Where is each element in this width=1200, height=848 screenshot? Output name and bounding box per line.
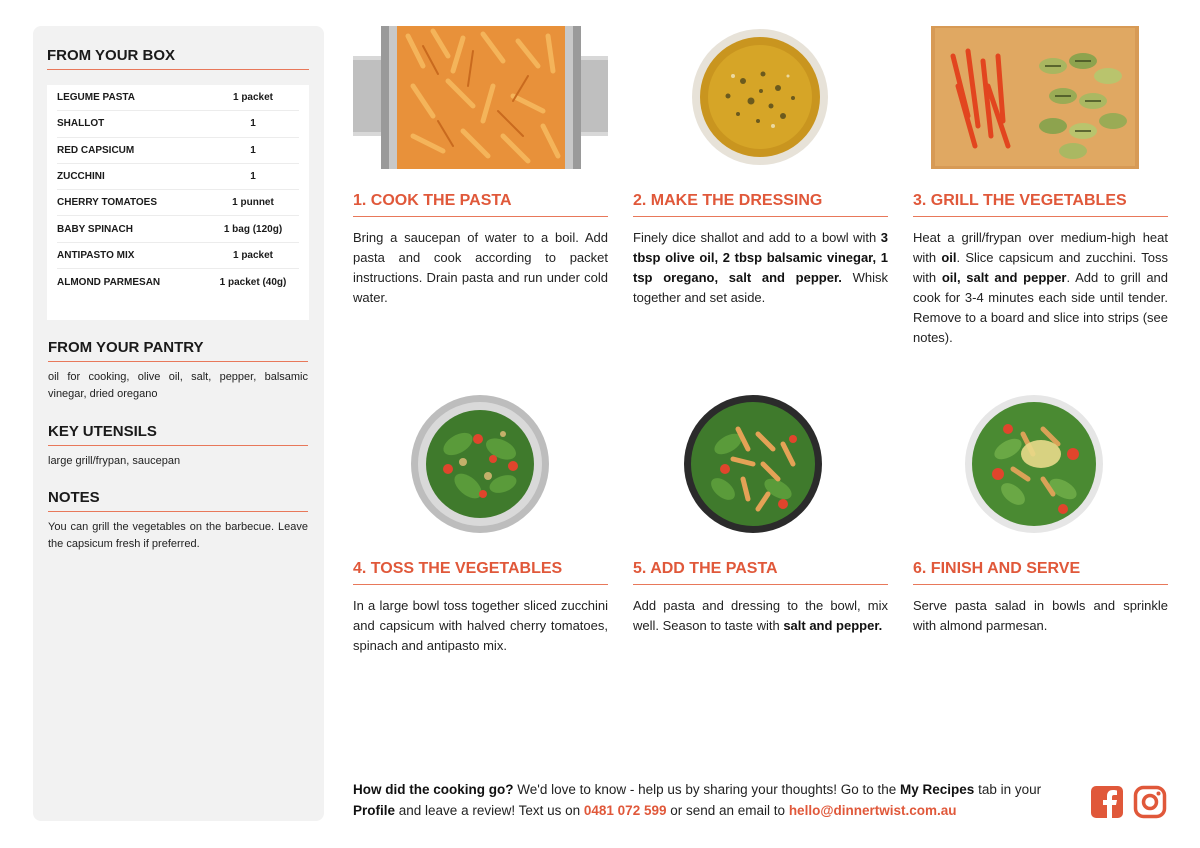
ingredients-table: [47, 85, 309, 320]
text-run: oil: [941, 250, 957, 265]
step-text: [633, 228, 888, 308]
ingredient-name: LEGUME PASTA: [57, 92, 135, 104]
from-your-box-heading: FROM YOUR BOX: [47, 47, 309, 70]
ingredient-row: [57, 111, 299, 137]
text-run: tab in your: [974, 782, 1042, 797]
ingredient-row: [57, 269, 299, 295]
ingredient-quantity: 1 packet: [232, 92, 274, 104]
text-run: or send an email to: [666, 803, 789, 818]
text-run: How did the cooking go?: [353, 782, 514, 797]
text-run: Finely dice shallot and add to a bowl with: [633, 230, 881, 245]
utensils-text: large grill/frypan, saucepan: [48, 455, 181, 467]
instagram-icon[interactable]: [1133, 785, 1167, 819]
step-title: 3. GRILL THE VEGETABLES: [913, 192, 1168, 217]
pantry-text: oil for cooking, olive oil, salt, pepper, balsamic vinegar, dried oregano: [48, 371, 308, 400]
step-title: 6. FINISH AND SERVE: [913, 560, 1168, 585]
text-run: salt and pepper.: [783, 618, 883, 633]
step-text: [633, 596, 888, 636]
step-text: [353, 228, 608, 308]
ingredient-name: ANTIPASTO MIX: [57, 249, 135, 261]
text-run: Bring a saucepan of water to a boil. Add pasta and cook according to packet instructions. Drain pasta and run under cold water.: [353, 230, 608, 305]
ingredient-quantity: 1: [250, 144, 256, 156]
tossed-vegetables-bowl-image: [353, 394, 608, 537]
text-run: Heat a grill/frypan over medium-high heat with: [913, 230, 1168, 265]
facebook-icon[interactable]: [1090, 785, 1124, 819]
text-run: Profile: [353, 803, 396, 818]
key-utensils-heading: KEY UTENSILS: [48, 423, 308, 446]
text-run: oil, salt and pepper: [941, 270, 1067, 285]
ingredient-row: [57, 138, 299, 164]
text-run: Whisk together and set aside.: [633, 270, 889, 305]
step-text: [913, 596, 1168, 636]
text-run: . Slice capsicum and zucchini. Toss with: [913, 250, 1168, 285]
finished-dish-bowl-image: [913, 394, 1168, 537]
grilled-vegetables-board-image: [913, 26, 1168, 169]
step-5: [633, 394, 888, 636]
text-run: My Recipes: [900, 782, 975, 797]
from-your-pantry-heading: FROM YOUR PANTRY: [48, 339, 308, 362]
ingredient-quantity: 1 packet (40g): [219, 276, 287, 288]
text-run: 3 tbsp olive oil, 2 tbsp balsamic vinegar, 1 tsp oregano, salt and pepper.: [633, 230, 888, 285]
step-text: [353, 596, 608, 656]
ingredient-row: [57, 164, 299, 190]
text-run: We'd love to know - help us by sharing your thoughts! Go to the: [513, 782, 901, 797]
step-3: [913, 26, 1168, 348]
ingredient-quantity: 1 punnet: [232, 197, 274, 209]
ingredient-name: RED CAPSICUM: [57, 144, 135, 156]
step-2: [633, 26, 888, 308]
text-run: Serve pasta salad in bowls and sprinkle with almond parmesan.: [913, 598, 1168, 633]
ingredient-row: [57, 85, 299, 111]
step-title: 4. TOSS THE VEGETABLES: [353, 560, 608, 585]
step-text: [913, 228, 1168, 348]
feedback-footer: [353, 779, 1073, 821]
text-run: Add pasta and dressing to the bowl, mix well. Season to taste with: [633, 598, 888, 633]
ingredient-quantity: 1 bag (120g): [223, 223, 283, 235]
text-run[interactable]: hello@dinnertwist.com.au: [788, 803, 957, 818]
ingredient-name: ZUCCHINI: [57, 171, 105, 183]
ingredient-quantity: 1 packet: [232, 249, 274, 261]
notes-heading: NOTES: [48, 489, 308, 512]
ingredient-quantity: 1: [250, 171, 256, 183]
step-6: [913, 394, 1168, 636]
text-run: and leave a review! Text us on: [395, 803, 584, 818]
ingredient-row: [57, 216, 299, 242]
step-title: 1. COOK THE PASTA: [353, 192, 608, 217]
step-4: [353, 394, 608, 656]
pasta-salad-bowl-image: [633, 394, 888, 537]
ingredient-name: SHALLOT: [57, 118, 105, 130]
ingredient-row: [57, 190, 299, 216]
ingredient-name: BABY SPINACH: [57, 223, 133, 235]
text-run[interactable]: 0481 072 599: [583, 803, 667, 818]
pasta-pot-image: [353, 26, 608, 169]
dressing-bowl-image: [633, 26, 888, 169]
text-run: . Add to grill and cook for 3-4 minutes each side until tender. Remove to a board and slice into strips (see notes).: [913, 270, 1169, 345]
step-title: 2. MAKE THE DRESSING: [633, 192, 888, 217]
notes-text: You can grill the vegetables on the barbecue. Leave the capsicum fresh if preferred.: [48, 521, 308, 550]
text-run: In a large bowl toss together sliced zucchini and capsicum with halved cherry tomatoes, spinach and antipasto mix.: [353, 598, 608, 653]
ingredient-row: [57, 243, 299, 269]
ingredient-name: ALMOND PARMESAN: [57, 276, 161, 288]
ingredient-name: CHERRY TOMATOES: [57, 197, 158, 209]
sidebar: [33, 26, 324, 821]
step-title: 5. ADD THE PASTA: [633, 560, 888, 585]
step-1: [353, 26, 608, 308]
ingredient-quantity: 1: [250, 118, 256, 130]
